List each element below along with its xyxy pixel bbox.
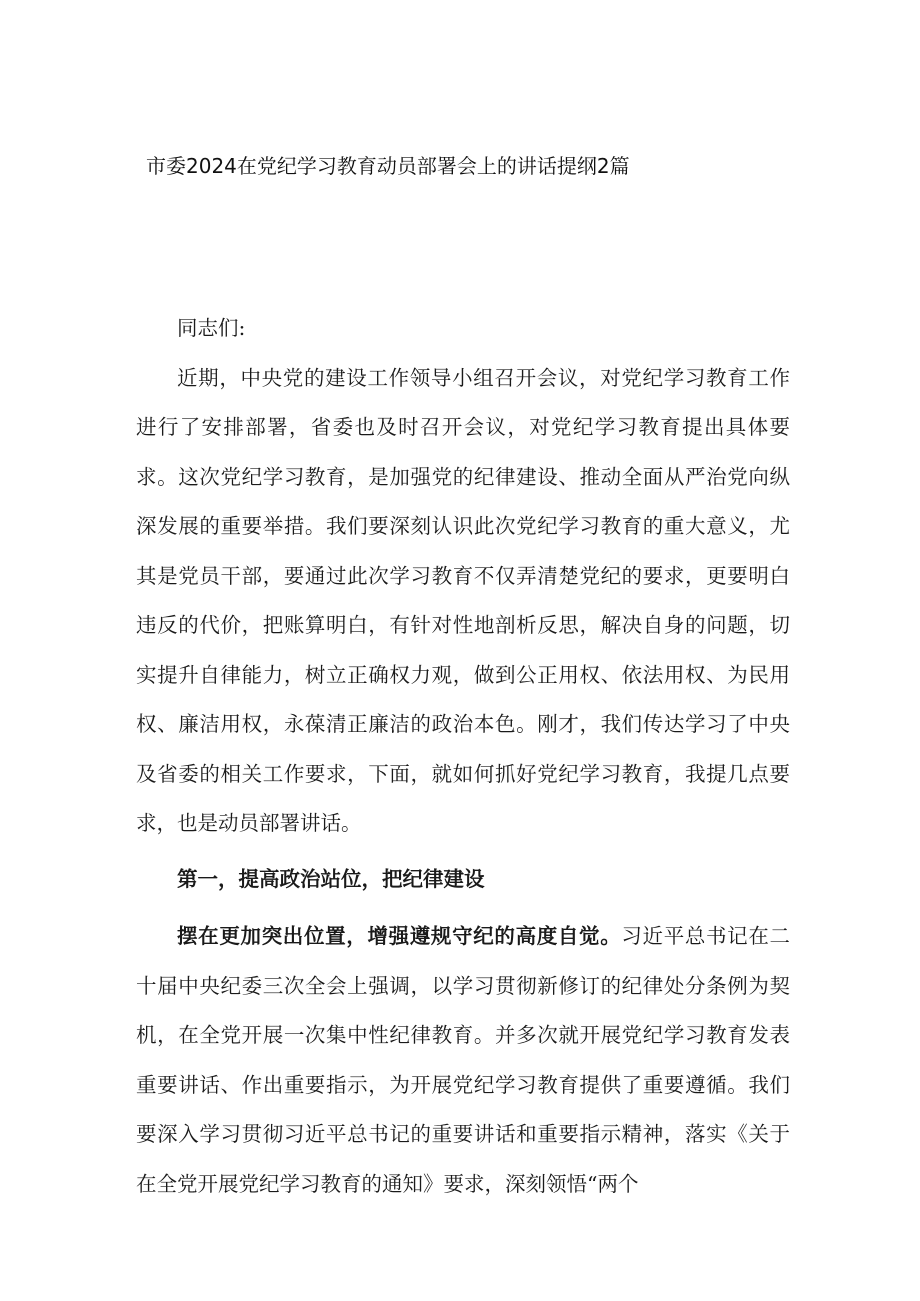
document-body xyxy=(136,304,790,1209)
paragraph-body-text: 习近平总书记在二十届中央纪委三次全会上强调，以学习贯彻新修订的纪律处分条例为契机，在全党开展一次集中性纪律教育。并多次就开展党纪学习教育发表重要讲话、作出重要指示，为开展党纪学习教育提供了重要遵循。我们要深入学习贯彻习近平总书记的重要讲话和重要指示精神，落实《关于在全党开展党纪学习教育的通知》要求，深刻领悟“两个 xyxy=(136,924,790,1196)
paragraph-bold-lead: 摆在更加突出位置，增强遵规守纪的高度自觉。 xyxy=(177,924,622,948)
section-heading: 第一，提高政治站位，把纪律建设 xyxy=(177,866,485,891)
document-title: 市委2024在党纪学习教育动员部署会上的讲话提纲2篇 xyxy=(146,154,630,178)
paragraph xyxy=(136,912,790,1209)
paragraph: 近期，中央党的建设工作领导小组召开会议，对党纪学习教育工作进行了安排部署，省委也及时召开会议，对党纪学习教育提出具体要求。这次党纪学习教育，是加强党的纪律建设、推动全面从严治党向纵深发展的重要举措。我们要深刻认识此次党纪学习教育的重大意义，尤其是党员干部，要通过此次学习教育不仅弄清楚党纪的要求，更要明白违反的代价，把账算明白，有针对性地剖析反思，解决自身的问题，切实提升自律能力，树立正确权力观，做到公正用权、依法用权、为民用权、廉洁用权，永葆清正廉洁的政治本色。刚才，我们传达学习了中央及省委的相关工作要求，下面，就如何抓好党纪学习教育，我提几点要求，也是动员部署讲话。 xyxy=(136,365,790,835)
salutation: 同志们: xyxy=(177,316,246,340)
